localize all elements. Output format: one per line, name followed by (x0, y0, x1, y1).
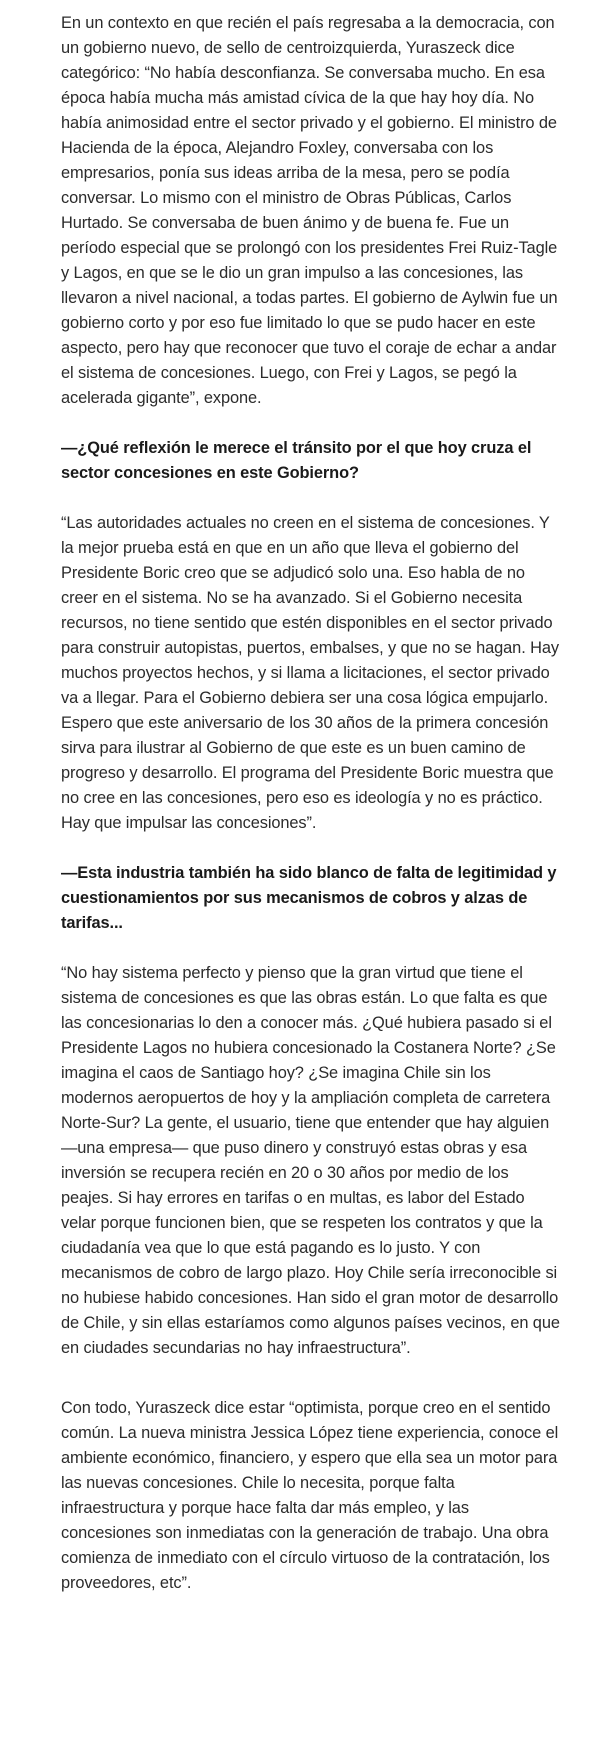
article-paragraph-authorities: “Las autoridades actuales no creen en el sistema de concesiones. Y la mejor prueba está en que en un año que lleva el gobierno del Presidente Boric creo que se adjudicó solo una. Eso habla de no creer en el sistema. No se ha avanzado. Si el Gobierno necesita recursos, no tiene sentido que estén disponibles en el sector privado para construir autopistas, puertos, embalses, y que no se hagan. Hay muchos proyectos hechos, y si llama a licitaciones, el sector privado va a llegar. Para el Gobierno debiera ser una cosa lógica empujarlo. Espero que este aniversario de los 30 años de la primera concesión sirva para ilustrar al Gobierno de que este es un buen camino de progreso y desarrollo. El programa del Presidente Boric muestra que no cree en las concesiones, pero eso es ideología y no es práctico. Hay que impulsar las concesiones”. (61, 514, 559, 832)
article-paragraph-context: En un contexto en que recién el país regresaba a la democracia, con un gobierno nuevo, de sello de centroizquierda, Yuraszeck dice categórico: “No había desconfianza. Se conversaba mucho. En esa época había mucha más amistad cívica de la que hay hoy día. No había animosidad entre el sector privado y el gobierno. El ministro de Hacienda de la época, Alejandro Foxley, conversaba con los empresarios, ponía sus ideas arriba de la mesa, pero se podía conversar. Lo mismo con el ministro de Obras Públicas, Carlos Hurtado. Se conversaba de buen ánimo y de buena fe. Fue un período especial que se prolongó con los presidentes Frei Ruiz-Tagle y Lagos, en que se le dio un gran impulso a las concesiones, las llevaron a nivel nacional, a todas partes. El gobierno de Aylwin fue un gobierno corto y por eso fue limitado lo que se pudo hacer en este aspecto, pero hay que reconocer que tuvo el coraje de echar a andar el sistema de concesiones. Luego, con Frei y Lagos, se pegó la acelerada gigante”, expone. (61, 14, 558, 407)
article-paragraph-optimism: Con todo, Yuraszeck dice estar “optimista, porque creo en el sentido común. La nueva ministra Jessica López tiene experiencia, conoce el ambiente económico, financiero, y espero que ella sea un motor para las nuevas concesiones. Chile lo necesita, porque falta infraestructura y porque hace falta dar más empleo, y las concesiones son inmediatas con la generación de trabajo. Una obra comienza de inmediato con el círculo virtuoso de la contratación, los proveedores, etc”. (61, 1399, 559, 1592)
article-paragraph-no-perfect-system: “No hay sistema perfecto y pienso que la gran virtud que tiene el sistema de concesiones es que las obras están. Lo que falta es que las concesionarias lo den a conocer más. ¿Qué hubiera pasado si el Presidente Lagos no hubiera concesionado la Costanera Norte? ¿Se imagina el caos de Santiago hoy? ¿Se imagina Chile sin los modernos aeropuertos de hoy y la ampliación completa de carretera Norte-Sur? La gente, el usuario, tiene que entender que hay alguien —una empresa— que puso dinero y construyó estas obras y esa inversión se recupera recién en 20 o 30 años por medio de los peajes. Si hay errores en tarifas o en multas, es labor del Estado velar porque funcionen bien, que se respeten los contratos y que la ciudadanía vea que lo que está pagando es lo justo. Y con mecanismos de cobro de largo plazo. Hoy Chile sería irreconocible si no hubiese habido concesiones. Han sido el gran motor de desarrollo de Chile, y sin ellas estaríamos como algunos países vecinos, en que en ciudades secundarias no hay infraestructura”. (61, 964, 560, 1357)
interview-question-transit: —¿Qué reflexión le merece el tránsito por el que hoy cruza el sector concesiones en este Gobierno? (61, 439, 532, 482)
interview-question-legitimacy: —Esta industria también ha sido blanco de falta de legitimidad y cuestionamientos por sus mecanismos de cobros y alzas de tarifas... (61, 864, 557, 932)
